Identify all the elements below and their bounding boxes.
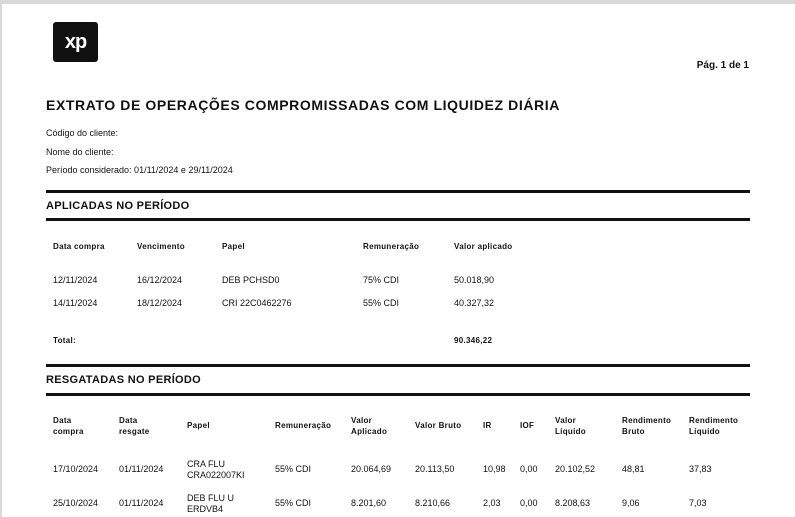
aplicadas-section-title: APLICADAS NO PERÍODO bbox=[46, 200, 190, 212]
cell-iof: 0,00 bbox=[520, 498, 538, 508]
cell-valor-aplicado: 8.201,60 bbox=[351, 498, 387, 508]
section-divider bbox=[46, 218, 750, 221]
aplicadas-header-data-compra: Data compra bbox=[53, 242, 105, 251]
cell-ir: 2,03 bbox=[483, 498, 501, 508]
aplicadas-header-remuneracao: Remuneração bbox=[363, 242, 420, 251]
aplicadas-header-valor-aplicado: Valor aplicado bbox=[454, 242, 513, 251]
cell-papel: CRI 22C0462276 bbox=[222, 298, 292, 308]
cell-valor-aplicado: 40.327,32 bbox=[454, 298, 495, 308]
client-name-label: Nome do cliente: bbox=[46, 147, 114, 157]
cell-papel: DEB FLU U ERDVB4 bbox=[187, 493, 235, 514]
cell-rendimento-liquido: 37,83 bbox=[689, 464, 712, 474]
cell-remuneracao: 55% CDI bbox=[363, 298, 400, 308]
cell-valor-bruto: 8.210,66 bbox=[415, 498, 451, 508]
total-label: Total: bbox=[53, 336, 76, 345]
cell-papel: DEB PCHSD0 bbox=[222, 275, 280, 285]
resgatadas-header-data-resgate: Data resgate bbox=[119, 416, 150, 436]
resgatadas-header-papel: Papel bbox=[187, 421, 210, 430]
resgatadas-header-ir: IR bbox=[483, 421, 492, 430]
cell-data-resgate: 01/11/2024 bbox=[119, 464, 164, 474]
section-divider bbox=[46, 364, 750, 367]
viewer-left-border bbox=[0, 0, 2, 517]
cell-data-resgate: 01/11/2024 bbox=[119, 498, 164, 508]
resgatadas-header-rendimento-liquido: Rendimento Líquido bbox=[689, 416, 739, 436]
cell-valor-bruto: 20.113,50 bbox=[415, 464, 455, 474]
cell-valor-aplicado: 20.064,69 bbox=[351, 464, 392, 474]
cell-remuneracao: 75% CDI bbox=[363, 275, 400, 285]
resgatadas-header-data-compra: Data compra bbox=[53, 416, 84, 436]
cell-valor-liquido: 8.208,63 bbox=[555, 498, 591, 508]
cell-data-compra: 17/10/2024 bbox=[53, 464, 99, 474]
cell-iof: 0,00 bbox=[520, 464, 538, 474]
resgatadas-header-iof: IOF bbox=[520, 421, 535, 430]
document-title: EXTRATO DE OPERAÇÕES COMPROMISSADAS COM LIQUIDEZ DIÁRIA bbox=[46, 97, 560, 113]
section-divider bbox=[46, 393, 750, 396]
logo-text: xp bbox=[64, 31, 87, 53]
client-code-label: Código do cliente: bbox=[46, 128, 119, 138]
total-value: 90.346,22 bbox=[454, 336, 493, 345]
resgatadas-header-valor-bruto: Valor Bruto bbox=[415, 421, 462, 430]
period-label: Período considerado: 01/11/2024 e 29/11/2024 bbox=[46, 165, 233, 175]
cell-valor-liquido: 20.102,52 bbox=[555, 464, 596, 474]
cell-papel: CRA FLU CRA022007KI bbox=[187, 459, 245, 480]
resgatadas-header-valor-liquido: Valor Líquido bbox=[555, 416, 586, 436]
cell-rendimento-bruto: 9,06 bbox=[622, 498, 640, 508]
cell-data-compra: 25/10/2024 bbox=[53, 498, 99, 508]
cell-remuneracao: 55% CDI bbox=[275, 498, 312, 508]
cell-data-compra: 12/11/2024 bbox=[53, 275, 98, 285]
page-number: Pág. 1 de 1 bbox=[696, 60, 749, 71]
resgatadas-header-valor-aplicado: Valor Aplicado bbox=[351, 416, 388, 436]
cell-ir: 10,98 bbox=[483, 464, 506, 474]
resgatadas-header-remuneracao: Remuneração bbox=[275, 421, 332, 430]
resgatadas-section-title: RESGATADAS NO PERÍODO bbox=[46, 374, 202, 386]
section-divider bbox=[46, 190, 750, 193]
aplicadas-header-vencimento: Vencimento bbox=[137, 242, 185, 251]
xp-logo bbox=[53, 22, 98, 62]
cell-rendimento-liquido: 7,03 bbox=[689, 498, 707, 508]
cell-valor-aplicado: 50.018,90 bbox=[454, 275, 495, 285]
cell-remuneracao: 55% CDI bbox=[275, 464, 312, 474]
cell-rendimento-bruto: 48,81 bbox=[622, 464, 645, 474]
viewer-top-border bbox=[0, 0, 795, 4]
aplicadas-header-papel: Papel bbox=[222, 242, 245, 251]
cell-vencimento: 18/12/2024 bbox=[137, 298, 183, 308]
resgatadas-header-rendimento-bruto: Rendimento Bruto bbox=[622, 416, 672, 436]
cell-data-compra: 14/11/2024 bbox=[53, 298, 98, 308]
cell-vencimento: 16/12/2024 bbox=[137, 275, 183, 285]
